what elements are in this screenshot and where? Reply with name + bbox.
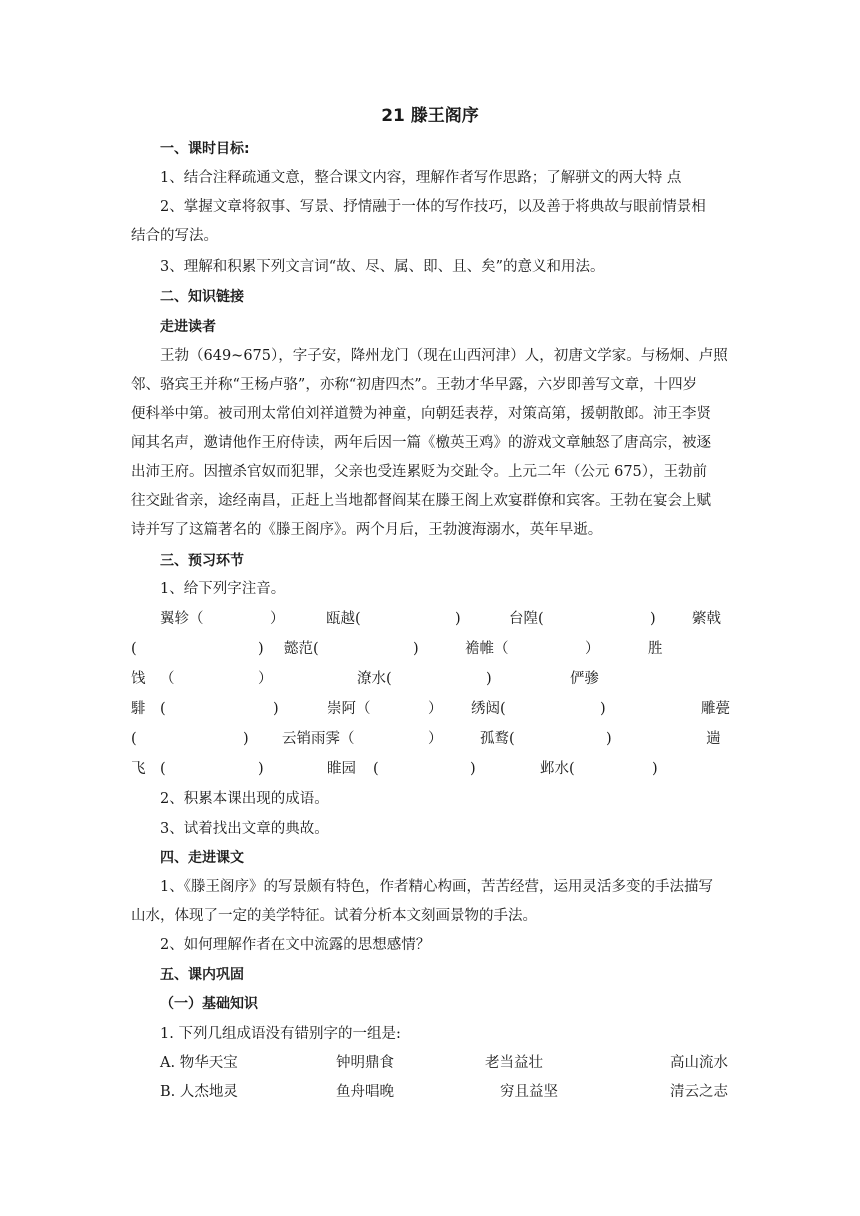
pinyin-word: 云销雨霁（	[282, 731, 355, 747]
objective-2: 2、掌握文章将叙事、写景、抒情融于一体的写作技巧，以及善于将典故与眼前情景相	[160, 199, 706, 215]
pinyin-bracket: (	[160, 701, 166, 717]
pinyin-word: 饯	[131, 671, 146, 687]
author-para-line: 出沛王府。因擅杀官奴而犯罪，父亲也受连累贬为交趾令。上元二年（公元 675），王勃前	[131, 464, 708, 480]
pinyin-word: 翼轸（	[160, 611, 204, 627]
pinyin-bracket: (	[373, 761, 379, 777]
option-b-item: 穷且益坚	[500, 1084, 558, 1100]
author-para-line: 王勃（649~675），字子安，降州龙门（现在山西河津）人，初唐文学家。与杨炯、卢照	[160, 348, 728, 364]
preview-question-1: 1、给下列字注音。	[160, 581, 286, 597]
author-para-line: 往交趾省亲，途经南昌，正赶上当地都督阎某在滕王阁上欢宴群僚和宾客。王勃在宴会上赋	[131, 493, 711, 509]
section-heading-text: 四、走进课文	[160, 850, 244, 866]
author-para-line: 诗并写了这篇著名的《滕王阁序》。两个月后，王勃渡海溺水，英年早逝。	[131, 522, 603, 538]
pinyin-bracket: ）	[428, 731, 443, 747]
pinyin-bracket: )	[273, 701, 279, 717]
option-b-item: 清云之志	[670, 1084, 728, 1100]
pinyin-bracket: )	[470, 761, 476, 777]
pinyin-word: 崇阿（	[327, 701, 371, 717]
pinyin-bracket: )	[606, 731, 612, 747]
option-b-item: 鱼舟唱晚	[336, 1084, 394, 1100]
pinyin-word: 遄	[706, 731, 721, 747]
option-a-label: A. 物华天宝	[160, 1055, 238, 1071]
pinyin-bracket: )	[455, 611, 461, 627]
pinyin-word: 孤鹜(	[480, 731, 515, 747]
pinyin-word: 睢园	[327, 761, 356, 777]
pinyin-bracket: (	[131, 641, 137, 657]
exercise-question-1: 1. 下列几组成语没有错别字的一组是:	[160, 1026, 401, 1042]
pinyin-bracket: ）	[585, 641, 600, 657]
pinyin-bracket: ）	[258, 671, 273, 687]
option-b-label: B. 人杰地灵	[160, 1084, 238, 1100]
author-para-line: 邻、骆宾王并称“王杨卢骆”，亦称“初唐四杰”。王勃才华早露，六岁即善写文章，十四岁	[131, 377, 698, 393]
author-para-line: 便科举中第。被司刑太常伯刘祥道赞为神童，向朝廷表荐，对策高第，援朝散郎。沛王李贤	[131, 406, 711, 422]
pinyin-bracket: )	[650, 611, 656, 627]
text-question-1: 1、《滕王阁序》的写景颇有特色，作者精心构画，苦苦经营，运用灵活多变的手法描写	[160, 879, 713, 895]
pinyin-word: 潦水(	[357, 671, 392, 687]
pinyin-bracket: )	[243, 731, 249, 747]
section-heading-consolidation: 五、课内巩固	[160, 967, 244, 983]
pinyin-word: 雕甍	[701, 701, 730, 717]
section-heading-preview: 三、预习环节	[160, 553, 244, 569]
option-a-item: 老当益壮	[485, 1055, 543, 1071]
text-question-2: 2、如何理解作者在文中流露的思想感情？	[160, 937, 431, 953]
preview-question-3: 3、试着找出文章的典故。	[160, 821, 329, 837]
objective-3: 3、理解和积累下列文言词“故、尽、属、即、且、矣”的意义和用法。	[160, 259, 605, 275]
pinyin-word: 綮戟	[692, 611, 721, 627]
pinyin-bracket: ）	[270, 611, 285, 627]
preview-question-2: 2、积累本课出现的成语。	[160, 791, 329, 807]
pinyin-bracket: ）	[428, 701, 443, 717]
option-a-item: 钟明鼎食	[336, 1055, 394, 1071]
section-heading-knowledge: 二、知识链接	[160, 289, 244, 305]
pinyin-word: 俨骖	[570, 671, 599, 687]
pinyin-word: 飞	[131, 761, 146, 777]
pinyin-word: 襜帷（	[465, 641, 509, 657]
pinyin-bracket: )	[486, 671, 492, 687]
pinyin-word: 台隍(	[509, 611, 544, 627]
option-a-item: 高山流水	[670, 1055, 728, 1071]
pinyin-word: 懿范(	[284, 641, 319, 657]
pinyin-word: 胜	[648, 641, 663, 657]
pinyin-bracket: )	[600, 701, 606, 717]
pinyin-word: 瓯越(	[326, 611, 361, 627]
objective-2-cont: 结合的写法。	[131, 228, 218, 244]
pinyin-bracket: (	[131, 731, 137, 747]
subheading-author: 走进读者	[160, 319, 216, 335]
pinyin-word: 邺水(	[540, 761, 575, 777]
section-heading-objectives: 一、课时目标:	[160, 141, 250, 157]
pinyin-bracket: )	[413, 641, 419, 657]
pinyin-word: 騑	[131, 701, 146, 717]
pinyin-bracket: (	[160, 761, 166, 777]
objective-1: 1、结合注释疏通文意，整合课文内容，理解作者写作思路；了解骈文的两大特 点	[160, 170, 682, 186]
pinyin-bracket: )	[652, 761, 658, 777]
text-question-1-cont: 山水，体现了一定的美学特征。试着分析本文刻画景物的手法。	[131, 908, 537, 924]
pinyin-word: 绣闼(	[471, 701, 506, 717]
pinyin-bracket: （	[160, 671, 175, 687]
subheading-basic-knowledge: （一）基础知识	[160, 996, 258, 1012]
pinyin-bracket: )	[258, 761, 264, 777]
document-title: 21 滕王阁序	[381, 106, 479, 126]
pinyin-bracket: )	[258, 641, 264, 657]
author-para-line: 闻其名声，邀请他作王府侍读，两年后因一篇《檄英王鸡》的游戏文章触怒了唐高宗，被逐	[131, 435, 711, 451]
